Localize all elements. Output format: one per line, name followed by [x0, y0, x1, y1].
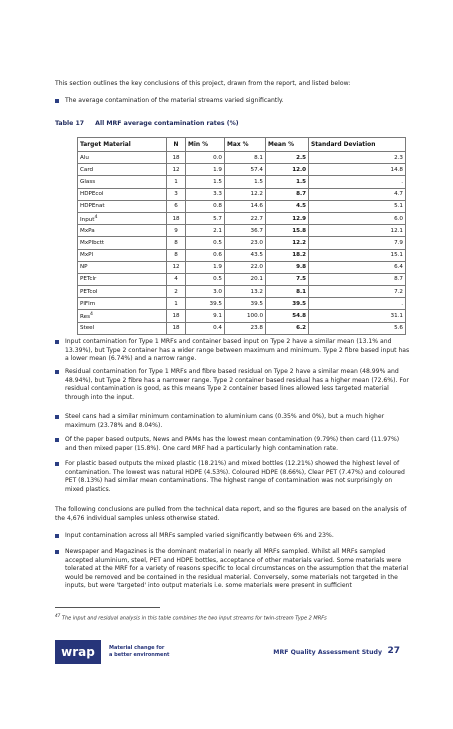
cell-max: 12.2: [225, 188, 266, 200]
cell-min: 0.6: [186, 249, 225, 261]
cell-n: 18: [167, 212, 186, 224]
cell-mean: 4.5: [266, 200, 309, 212]
cell-material: Card: [78, 164, 167, 176]
cell-mean: 1.5: [266, 176, 309, 188]
bullet-item: [55, 436, 410, 453]
cell-min: 0.0: [186, 152, 225, 164]
page-footer: [55, 640, 400, 664]
cell-material: Glass: [78, 176, 167, 188]
bullet-marker: [55, 370, 59, 374]
bullet-marker: [55, 415, 59, 419]
bullet-text: Input contamination across all MRFs sampled varied significantly between 6% and 23%.: [65, 532, 334, 539]
table-row: [78, 261, 406, 273]
cell-n: 12: [167, 164, 186, 176]
table-row: [78, 152, 406, 164]
bullet-text: Input contamination for Type 1 MRFs and container based input on Type 2 have a similar mean (13.1% and 13.39%), but Type 2 container has a wider range between maximum and minimum. Type 2 fibre based input has a lower mean (6.74%) and a narrow range.: [65, 338, 410, 363]
cell-material: NP: [78, 261, 167, 273]
cell-standard-deviation: .: [309, 176, 406, 188]
cell-standard-deviation: .: [309, 298, 406, 310]
bullet-text: For plastic based outputs the mixed plastic (18.21%) and mixed bottles (12.21%) showed the highest level of contamination. The lowest was natural HDPE (4.53%). Coloured HDPE (8.66%), Clear PET (7.47%) and coloured PET (8.13%) had similar mean contaminations. The highest range of contamination was not surprisingly on mixed plastics.: [65, 460, 405, 493]
table-row: [78, 188, 406, 200]
bullet-marker: [55, 340, 59, 344]
cell-mean: 12.9: [266, 212, 309, 224]
cell-material: MxPl: [78, 249, 167, 261]
header-standard-deviation: Standard Deviation: [309, 138, 406, 152]
bullet-item: [55, 97, 410, 106]
cell-material: Steel: [78, 322, 167, 334]
table-number: Table 17: [55, 120, 85, 127]
cell-max: 100.0: [225, 310, 266, 322]
cell-mean: 9.8: [266, 261, 309, 273]
table-row: [78, 237, 406, 249]
cell-max: 39.5: [225, 298, 266, 310]
bullet-text: Steel cans had a similar minimum contamination to aluminium cans (0.35% and 0%), but a much higher maximum (23.78% and 8.04%).: [65, 413, 385, 429]
table-row: [78, 286, 406, 298]
cell-standard-deviation: 14.8: [309, 164, 406, 176]
table-row: [78, 249, 406, 261]
cell-min: 1.9: [186, 164, 225, 176]
header-target-material: Target Material: [78, 138, 167, 152]
cell-mean: 8.1: [266, 286, 309, 298]
cell-max: 20.1: [225, 273, 266, 285]
cell-n: 18: [167, 152, 186, 164]
wrap-logo: wrap: [55, 640, 101, 664]
bullet-marker: [55, 550, 59, 554]
table-row: [78, 164, 406, 176]
cell-mean: 7.5: [266, 273, 309, 285]
cell-max: 14.6: [225, 200, 266, 212]
footnote-number: 47: [55, 613, 61, 618]
cell-n: 8: [167, 249, 186, 261]
cell-n: 9: [167, 225, 186, 237]
cell-max: 23.0: [225, 237, 266, 249]
footnote: [55, 613, 327, 622]
cell-standard-deviation: 5.1: [309, 200, 406, 212]
document-title: MRF Quality Assessment Study: [273, 649, 382, 656]
table-body: [78, 152, 406, 335]
cell-min: 3.0: [186, 286, 225, 298]
cell-material: MxPa: [78, 225, 167, 237]
bullet-item: [55, 460, 410, 494]
cell-max: 22.0: [225, 261, 266, 273]
cell-mean: 12.2: [266, 237, 309, 249]
cell-n: 6: [167, 200, 186, 212]
cell-material: HDPEnat: [78, 200, 167, 212]
table-row: [78, 310, 406, 322]
bullet-item: [55, 548, 410, 591]
header-min: Min %: [186, 138, 225, 152]
cell-standard-deviation: 5.6: [309, 322, 406, 334]
cell-standard-deviation: 31.1: [309, 310, 406, 322]
table-title: All MRF average contamination rates (%): [95, 120, 239, 127]
table-row: [78, 273, 406, 285]
header-max: Max %: [225, 138, 266, 152]
table-row: [78, 298, 406, 310]
bullet-item: [55, 338, 410, 364]
cell-min: 9.1: [186, 310, 225, 322]
cell-standard-deviation: 6.0: [309, 212, 406, 224]
cell-standard-deviation: 7.9: [309, 237, 406, 249]
cell-mean: 8.7: [266, 188, 309, 200]
cell-min: 3.3: [186, 188, 225, 200]
cell-n: 12: [167, 261, 186, 273]
bullet-text: Residual contamination for Type 1 MRFs and fibre based residual on Type 2 have a similar mean (48.99% and 48.94%), but Type 2 fibre has a narrower range. Type 2 container based residual has a higher mean (72.6%). For residual contamination is good, as this means Type 2 container based lines allowed less targeted material through into the input.: [65, 368, 409, 401]
intro-text: This section outlines the key conclusions of this project, drawn from the report, and listed below:: [55, 80, 351, 87]
cell-material: Alu: [78, 152, 167, 164]
footnote-ref: 4: [94, 214, 98, 220]
cell-material: HDPEcol: [78, 188, 167, 200]
bullet-marker: [55, 462, 59, 466]
cell-n: 1: [167, 298, 186, 310]
cell-standard-deviation: 2.3: [309, 152, 406, 164]
cell-standard-deviation: 7.2: [309, 286, 406, 298]
table-row: [78, 322, 406, 334]
table-row: [78, 212, 406, 224]
cell-mean: 12.0: [266, 164, 309, 176]
cell-max: 22.7: [225, 212, 266, 224]
bullet-marker: [55, 438, 59, 442]
bullet-text: Newspaper and Magazines is the dominant material in nearly all MRFs sampled. Whilst all MRFs sampled accepted aluminium, steel, PET and HDPE bottles, acceptance of other materials varied. Some materials were tolerated at the MRF for a variety of reasons specific to local circumstances on the assumption that the material would be removed and be contained in the residual material. Conversely, some materials not targeted in the inputs, but were 'targeted' into output materials i.e. some materials were present in sufficient: [65, 548, 409, 590]
footnote-divider: [55, 607, 160, 608]
cell-standard-deviation: 15.1: [309, 249, 406, 261]
cell-n: 3: [167, 188, 186, 200]
bullet-item: [55, 413, 410, 430]
footnote-ref: 4: [90, 312, 93, 318]
cell-n: 8: [167, 237, 186, 249]
table-row: [78, 176, 406, 188]
bullet-item: [55, 368, 410, 402]
cell-mean: 6.2: [266, 322, 309, 334]
cell-n: 18: [167, 310, 186, 322]
cell-min: 2.1: [186, 225, 225, 237]
cell-mean: 18.2: [266, 249, 309, 261]
cell-min: 0.4: [186, 322, 225, 334]
cell-max: 23.8: [225, 322, 266, 334]
bullet-text: The average contamination of the material streams varied significantly.: [65, 97, 284, 104]
cell-material: Input$^4$: [78, 212, 167, 224]
header-n: N: [167, 138, 186, 152]
table-caption: [55, 120, 239, 127]
cell-n: 1: [167, 176, 186, 188]
cell-min: 0.5: [186, 273, 225, 285]
cell-n: 18: [167, 322, 186, 334]
cell-material: PlFlm: [78, 298, 167, 310]
table-header-row: [78, 138, 406, 152]
bullet-text: Of the paper based outputs, News and PAMs has the lowest mean contamination (9.79%) then card (11.97%) and then mixed paper (15.8%). One card MRF had a particularly high contamination rate.: [65, 436, 400, 452]
cell-mean: 15.8: [266, 225, 309, 237]
cell-mean: 2.5: [266, 152, 309, 164]
cell-standard-deviation: 12.1: [309, 225, 406, 237]
cell-mean: 39.5: [266, 298, 309, 310]
cell-max: 1.5: [225, 176, 266, 188]
bullet-item: [55, 532, 410, 541]
header-mean: Mean %: [266, 138, 309, 152]
cell-mean: 54.8: [266, 310, 309, 322]
page-number: 27: [387, 646, 400, 656]
cell-standard-deviation: 6.4: [309, 261, 406, 273]
cell-material: MxPlbctt: [78, 237, 167, 249]
cell-max: 57.4: [225, 164, 266, 176]
cell-max: 36.7: [225, 225, 266, 237]
cell-min: 0.5: [186, 237, 225, 249]
cell-min: 1.5: [186, 176, 225, 188]
summary-paragraph: The following conclusions are pulled from the technical data report, and so the figures are based on the analysis of the 4,676 individual samples unless otherwise stated.: [55, 506, 407, 522]
cell-material: PETclr: [78, 273, 167, 285]
cell-min: 5.7: [186, 212, 225, 224]
contamination-table: [77, 137, 406, 335]
tagline-line-2: a better environment: [109, 651, 170, 658]
cell-material: Res$^4$: [78, 310, 167, 322]
cell-material: PETcol: [78, 286, 167, 298]
cell-max: 43.5: [225, 249, 266, 261]
cell-min: 39.5: [186, 298, 225, 310]
cell-min: 1.9: [186, 261, 225, 273]
tagline-line-1: Material change for: [109, 645, 165, 651]
cell-max: 8.1: [225, 152, 266, 164]
cell-max: 13.2: [225, 286, 266, 298]
table-row: [78, 225, 406, 237]
bullet-marker: [55, 534, 59, 538]
footnote-text: The input and residual analysis in this table combines the two input streams for twin-stream Type 2 MRFs: [61, 615, 327, 622]
cell-n: 4: [167, 273, 186, 285]
bullet-marker: [55, 99, 59, 103]
footer-tagline: [109, 645, 169, 658]
cell-min: 0.8: [186, 200, 225, 212]
cell-n: 2: [167, 286, 186, 298]
table-row: [78, 200, 406, 212]
cell-standard-deviation: 8.7: [309, 273, 406, 285]
cell-standard-deviation: 4.7: [309, 188, 406, 200]
